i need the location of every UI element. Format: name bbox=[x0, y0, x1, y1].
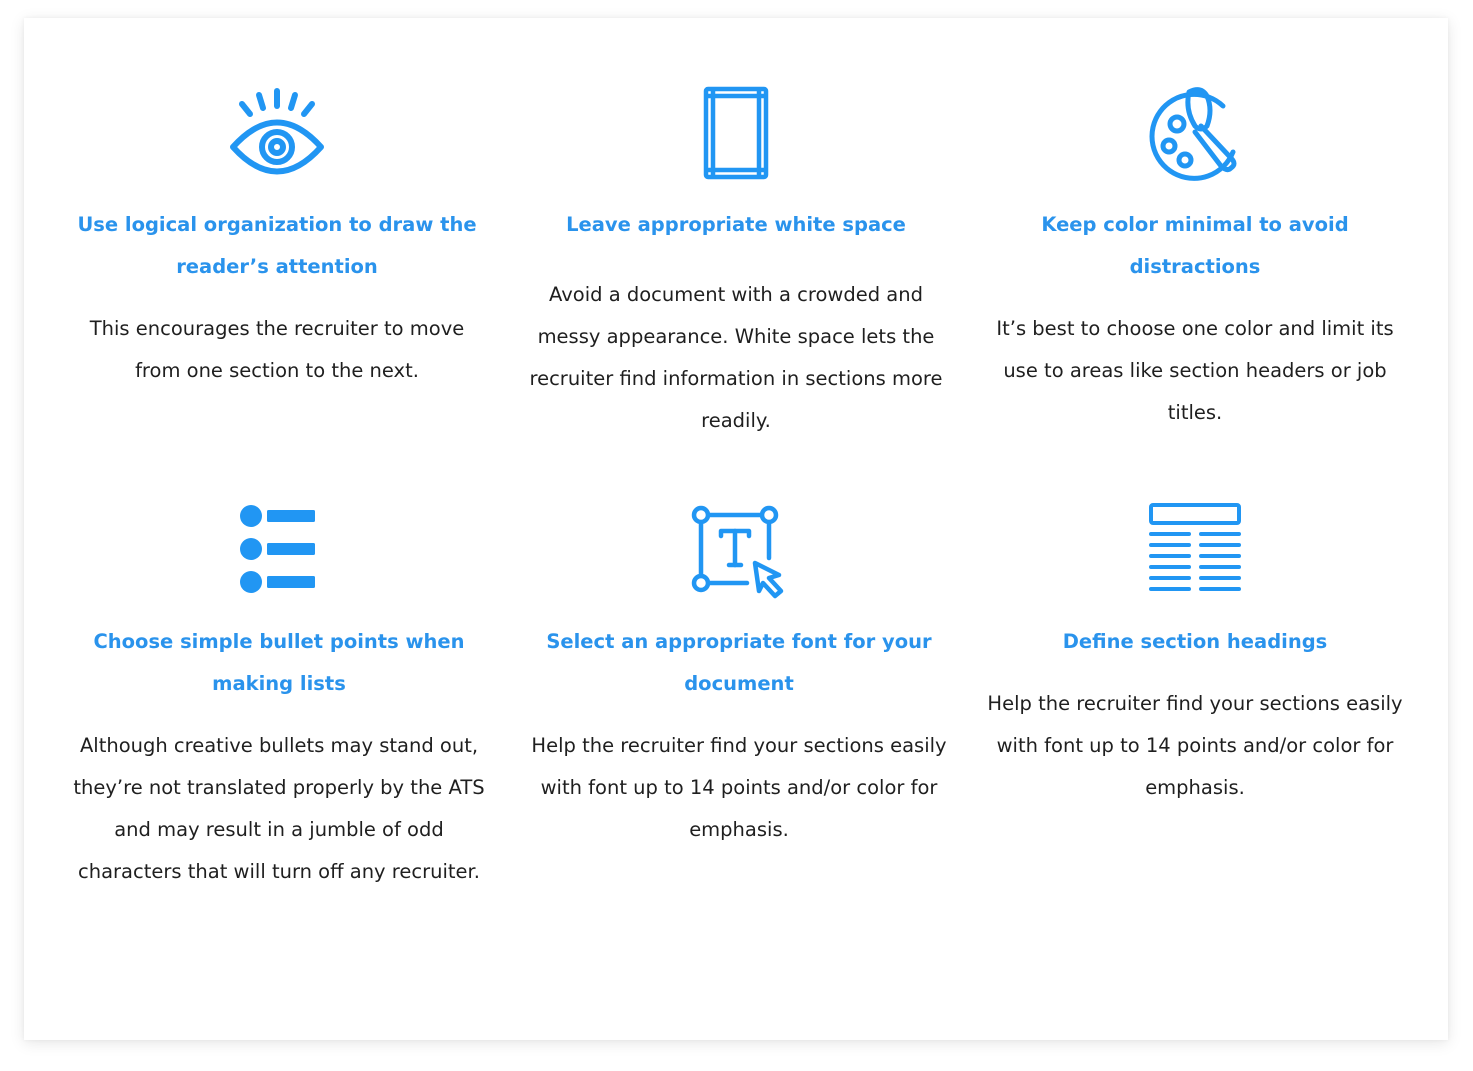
section-headings-icon bbox=[1145, 503, 1245, 603]
tip-title: Choose simple bullet points when making lists bbox=[93, 630, 465, 695]
tips-card bbox=[24, 18, 1448, 1040]
tip-title: Keep color minimal to avoid distractions bbox=[1041, 213, 1349, 278]
tip-title: Select an appropriate font for your document bbox=[546, 630, 932, 695]
tip-description: Help the recruiter find your sections easily with font up to 14 points and/or color for emphasis. bbox=[987, 692, 1403, 799]
tip-description: This encourages the recruiter to move from one section to the next. bbox=[89, 317, 465, 382]
tip-description: Avoid a document with a crowded and messy appearance. White space lets the recruiter find information in sections more readily. bbox=[529, 283, 943, 432]
tip-description: Although creative bullets may stand out, they’re not translated properly by the ATS and may result in a jumble of odd characters that will turn off any recruiter. bbox=[73, 734, 485, 883]
bullet-list-icon bbox=[229, 503, 329, 603]
tip-title: Leave appropriate white space bbox=[566, 213, 906, 236]
page-margins-icon bbox=[686, 86, 786, 186]
text-box-cursor-icon bbox=[689, 503, 789, 603]
eye-icon bbox=[227, 86, 327, 186]
tip-description: Help the recruiter find your sections easily with font up to 14 points and/or color for emphasis. bbox=[531, 734, 947, 841]
palette-icon bbox=[1145, 86, 1245, 186]
tip-title: Define section headings bbox=[1062, 630, 1328, 653]
tip-description: It’s best to choose one color and limit its use to areas like section headers or job titles. bbox=[996, 317, 1394, 424]
tip-title: Use logical organization to draw the reader’s attention bbox=[77, 213, 477, 278]
